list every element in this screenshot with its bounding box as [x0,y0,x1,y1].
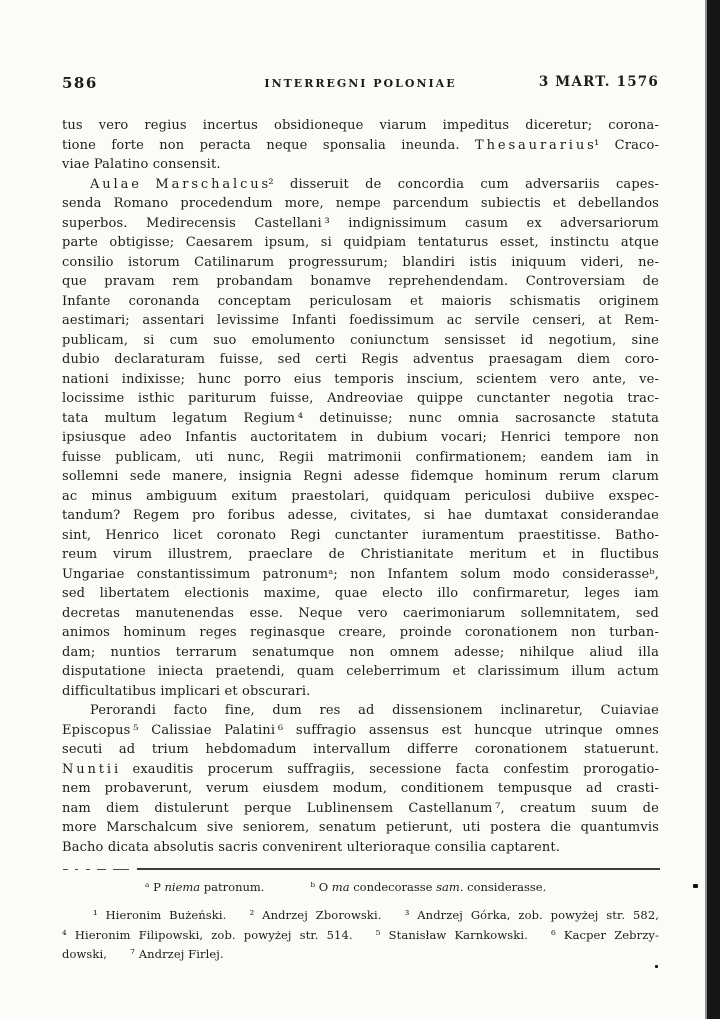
scan-edge-artifact [705,0,720,1019]
footnote-a-marker-text: ᵃ P [145,880,165,894]
footnote-separator [0,868,720,871]
text-line: publicam, si cum suo emolumento coniunctum sensisset id negotium, sine [62,332,659,348]
header-date: 3 MART. 1576 [538,74,659,90]
text-line: nationi indixisse; hunc porro eius temporis inscium, scientem vero ante, ve- [62,371,659,387]
text-line: Infante coronanda conceptam periculosam et maioris schismatis originem [62,293,659,309]
footnote-line: ⁴ Hieronim Filipowski, zob. powyżej str. 514. ⁵ Stanisław Karnkowski. ⁶ Kacper Zebrzy- [62,927,659,942]
text-line: nam diem distulerunt perque Lublinensem Castellanum ⁷, creatum suum de [62,800,659,816]
text-line: ipsiusque adeo Infantis auctoritatem in dubium vocari; Henrici tempore non [62,430,659,445]
text-line: viae Palatino consensit. [62,157,221,172]
text-line: aestimari; assentari levissime Infanti foedissimum ac servile censeri, at Rem- [62,313,659,328]
text-line: difficultatibus implicari et obscurari. [62,683,311,699]
text-line: sint, Henrico licet coronato Regi cunctanter iuramentum praestitisse. Batho- [62,527,659,543]
footnote-text: . considerasse. [459,880,547,894]
text-line: more Marschalcum sive seniorem, senatum petierunt, uti postera die quantumvis [62,820,659,835]
text-line: disputatione iniecta praetendi, quam celeberrimum et clarissimum illum actum [62,664,659,679]
page-number: 586 [62,74,98,92]
text-line: Perorandi facto fine, dum res ad dissensionem inclinaretur, Cuiaviae [90,703,659,718]
text-line: tandum? Regem pro foribus adesse, civitates, si hae dumtaxat considerandae [62,508,659,523]
footnote-line: dowski, ⁷ Andrzej Firlej. [62,947,224,961]
text-line: superbos. Medirecensis Castellani ³ indignissimum casum ex adversariorum [62,215,659,231]
text-line: Bacho dicata absolutis sacris convenirent ulterioraque consilia captarent. [62,839,561,855]
text-line: tus vero regius incertus obsidioneque viarum impeditus diceretur; corona- [62,118,659,133]
text-line: consilio istorum Catilinarum progressurum; blandiri istis iniquum videri, ne- [62,254,659,270]
footnote-text: condecorasse [349,880,437,894]
text-line: tione forte non peracta neque sponsalia ineunda. T h e s a u r a r i u s¹ Craco- [62,137,659,153]
ink-speck [693,884,698,888]
text-line: ac minus ambiguum exitum praestolari, quidquam periculosi dubiive exspec- [62,488,659,504]
footnote-gap [264,880,310,894]
paragraph-2 [62,175,659,702]
text-line: locissime isthic pariturum fuisse, Andreoviae quippe cunctanter negotia trac- [62,391,659,406]
text-line: dam; nuntios terrarum senatumque non omnem adesse; nihilque aliud illa [62,644,659,660]
footnote-line: ¹ Hieronim Bużeński. ² Andrzej Zborowski. ³ Andrzej Górka, zob. powyżej str. 582, [93,908,659,922]
separator-dash [97,869,106,870]
text-line: reum virum illustrem, praeclare de Christianitate meritum et in fluctibus [62,547,659,562]
text-line: sed libertatem electionis maxime, quae electo illo confirmaretur, leges iam [62,586,659,601]
text-line: Episcopus ⁵ Calissiae Palatini ⁶ suffragio assensus est huncque utrinque omnes [62,722,659,738]
page-header [62,74,659,96]
paragraph-1 [62,116,659,175]
paragraph-3 [62,701,659,857]
ink-speck [655,965,658,968]
text-line: tata multum legatum Regium ⁴ detinuisse; nunc omnia sacrosancte statuta [62,410,659,426]
text-line: parte obtigisse; Caesarem ipsum, si quidpiam tentaturus esset, instinctu atque [62,235,659,250]
text-line: senda Romano procedendum more, nempe parcendum subiectis et debellandos [62,196,659,211]
separator-dash [75,869,78,870]
running-title: INTERREGNI POLONIAE [264,77,457,90]
text-line: nem probaverunt, verum eiusdem modum, conditionem tempusque ad crasti- [62,781,659,796]
footnote-italic-word: niema [164,880,201,894]
text-line: sollemni sede manere, insignia Regni adesse fidemque hominum rerum clarum [62,469,659,484]
footnote-text: patronum. [200,880,265,894]
text-line: dubio declaraturam fuisse, sed certi Regis adventus praesagam diem coro- [62,352,659,367]
text-line: fuisse publicam, uti nunc, Regii matrimonii confirmationem; eandem iam in [62,449,659,465]
footnotes-numbered [62,906,659,965]
body-text [62,116,659,857]
text-line: Ungariae constantissimum patronumᵃ; non Infantem solum modo considerasseᵇ, [62,566,659,582]
footnote-italic-word: ma [331,880,350,894]
text-line: N u n t i i exauditis procerum suffragiis, secessione facta confestim prorogatio- [62,761,659,777]
separator-rule [137,868,660,870]
separator-dash [113,869,129,870]
separator-dash [63,869,68,870]
text-line: secuti ad trium hebdomadum intervallum differre coronationem statuerunt. [62,742,659,757]
separator-dash [86,869,90,870]
text-line: decretas manutenendas esse. Neque vero caerimoniarum sollemnitatem, sed [62,605,659,621]
text-line: animos hominum reges reginasque creare, proinde coronationem non turban- [62,625,659,640]
footnote-letter-line [62,879,659,895]
text-line: que pravam rem probandam bonamve reprehendendam. Controversiam de [62,274,659,289]
text-line: A u l a e M a r s c h a l c u s² disseruit de concordia cum adversariis capes- [90,176,659,192]
footnote-italic-word: sam [436,880,460,894]
footnote-b-marker-text: ᵇ O [310,880,332,894]
